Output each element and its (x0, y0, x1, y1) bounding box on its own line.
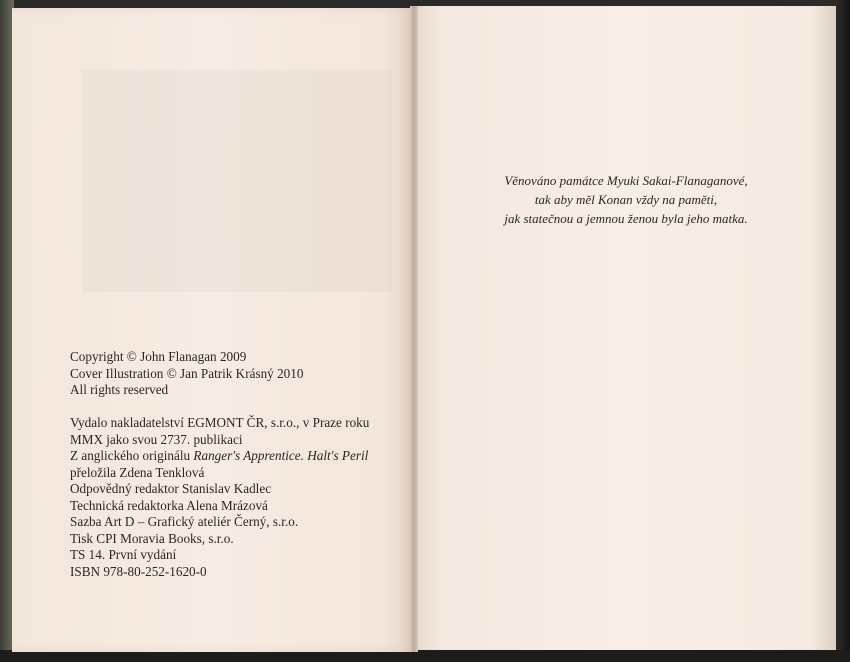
cover-illustration-line: Cover Illustration © Jan Patrik Krásný 2010 (70, 365, 304, 381)
right-page (414, 6, 836, 650)
translator-line: přeložila Zdena Tenklová (70, 464, 205, 480)
original-prefix: Z anglického originálu (70, 448, 194, 463)
print-line: Tisk CPI Moravia Books, s.r.o. (70, 530, 234, 546)
spacer (70, 399, 405, 416)
rights-line: All rights reserved (70, 382, 169, 397)
isbn-line: ISBN 978-80-252-1620-0 (70, 563, 207, 579)
typesetting-line: Sazba Art D – Grafický ateliér Černý, s.r.o. (70, 514, 299, 529)
dedication-block (470, 171, 782, 228)
book-cover-edge-right (836, 0, 850, 662)
tech-editor-line: Technická redaktorka Alena Mrázová (70, 497, 268, 513)
show-through-area (82, 70, 392, 292)
publisher-line-1: Vydalo nakladatelství EGMONT ČR, s.r.o., v Praze roku (70, 415, 370, 430)
dedication-line-2: tak aby měl Konan vždy na paměti, (534, 192, 718, 207)
imprint-block (70, 349, 405, 580)
dedication-line-1: Věnováno památce Myuki Sakai-Flanaganové, (504, 173, 748, 188)
publisher-line-2: MMX jako svou 2737. publikaci (70, 431, 243, 447)
original-title: Ranger's Apprentice. Halt's Peril (193, 448, 369, 463)
edition-line: TS 14. První vydání (70, 547, 177, 562)
page-gutter (410, 6, 418, 652)
dedication-line-3: jak statečnou a jemnou ženou byla jeho matka. (504, 211, 748, 226)
editor-line: Odpovědný redaktor Stanislav Kadlec (70, 481, 272, 496)
copyright-line: Copyright © John Flanagan 2009 (70, 349, 247, 364)
original-title-line (70, 448, 405, 465)
